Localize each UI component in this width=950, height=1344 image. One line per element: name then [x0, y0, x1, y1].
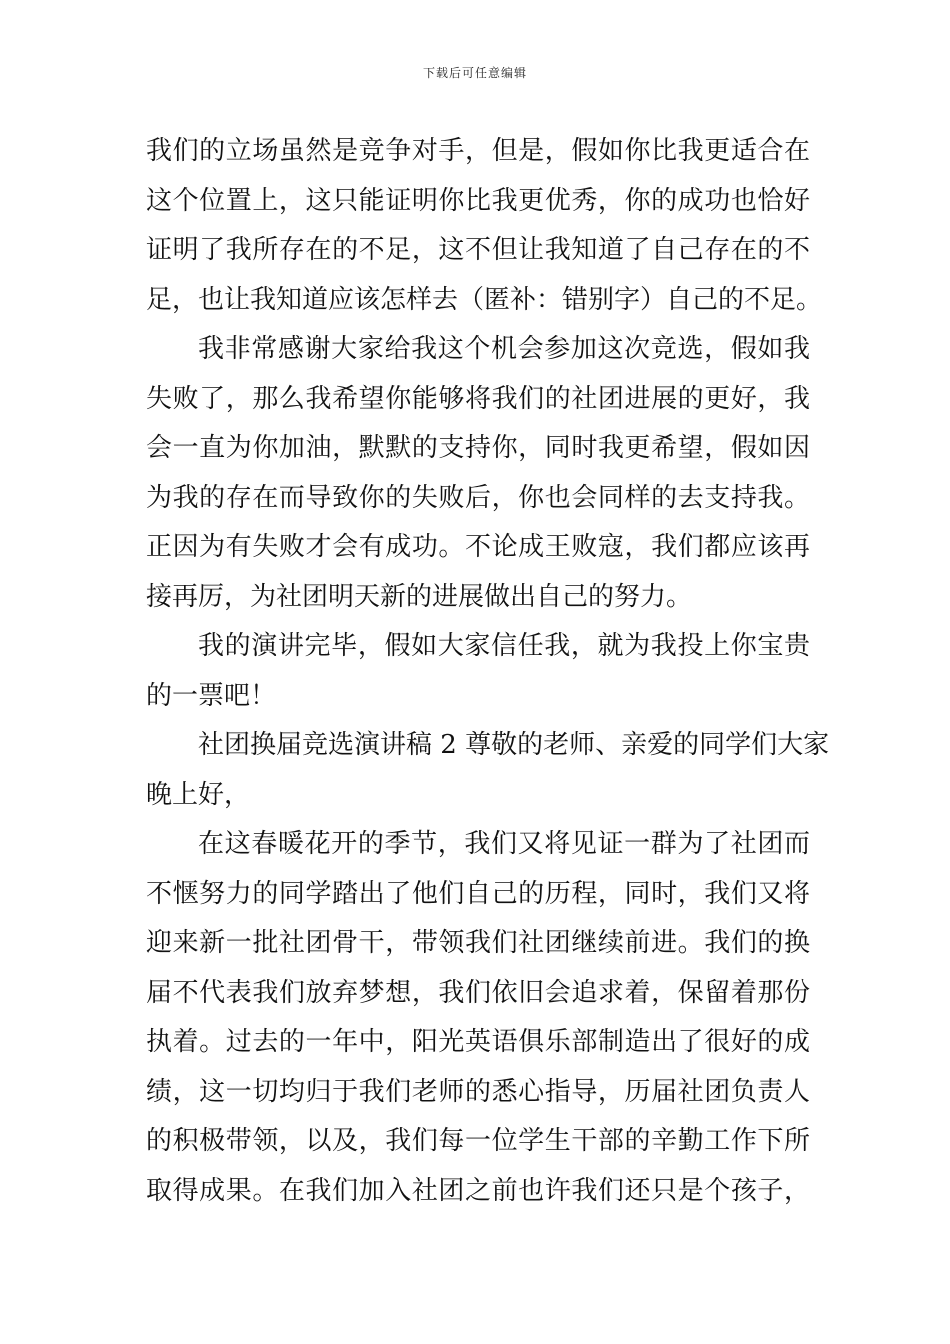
text-line: 足，也让我知道应该怎样去（匿补：错别字）自己的不足。 — [146, 284, 823, 315]
text-line: 为我的存在而导致你的失败后，你也会同样的去支持我。 — [146, 482, 810, 513]
text-line: 晚上好， — [146, 779, 251, 810]
text-line: 失败了，那么我希望你能够将我们的社团进展的更好，我 — [146, 383, 810, 414]
text-line: 证明了我所存在的不足，这不但让我知道了自己存在的不 — [146, 235, 810, 265]
text-line: 的一票吧！ — [146, 680, 277, 711]
text-line: 我们的立场虽然是竞争对手，但是，假如你比我更适合在 — [146, 136, 810, 166]
paragraph-first-line: 我非常感谢大家给我这个机会参加这次竞选，假如我 — [198, 334, 810, 364]
text-line: 执着。过去的一年中，阳光英语俱乐部制造出了很好的成 — [146, 1027, 810, 1057]
text-line: 迎来新一批社团骨干，带领我们社团继续前进。我们的换 — [146, 928, 810, 958]
paragraph-first-line: 在这春暖花开的季节，我们又将见证一群为了社团而 — [198, 829, 810, 859]
text-line: 接再厉，为社团明天新的进展做出自己的努力。 — [146, 581, 693, 612]
page-header: 下载后可任意编辑 — [422, 66, 527, 80]
text-line: 绩，这一切均归于我们老师的悉心指导，历届社团负责人 — [146, 1076, 810, 1107]
paragraph-first-line: 社团换届竞选演讲稿 2 尊敬的老师、亲爱的同学们大家 — [198, 730, 830, 760]
text-line: 取得成果。在我们加入社团之前也许我们还只是个孩子， — [146, 1175, 810, 1206]
text-line: 不惬努力的同学踏出了他们自己的历程，同时，我们又将 — [146, 878, 810, 909]
text-line: 正因为有失败才会有成功。不论成王败寇，我们都应该再 — [146, 532, 810, 562]
text-line: 这个位置上，这只能证明你比我更优秀，你的成功也恰好 — [146, 185, 810, 216]
text-line: 的积极带领，以及，我们每一位学生干部的辛勤工作下所 — [146, 1126, 810, 1156]
text-line: 届不代表我们放弃梦想，我们依旧会追求着，保留着那份 — [146, 977, 810, 1008]
paragraph-first-line: 我的演讲完毕，假如大家信任我，就为我投上你宝贵 — [198, 631, 810, 661]
document-body — [146, 127, 830, 1216]
text-line: 会一直为你加油，默默的支持你，同时我更希望，假如因 — [146, 433, 810, 463]
